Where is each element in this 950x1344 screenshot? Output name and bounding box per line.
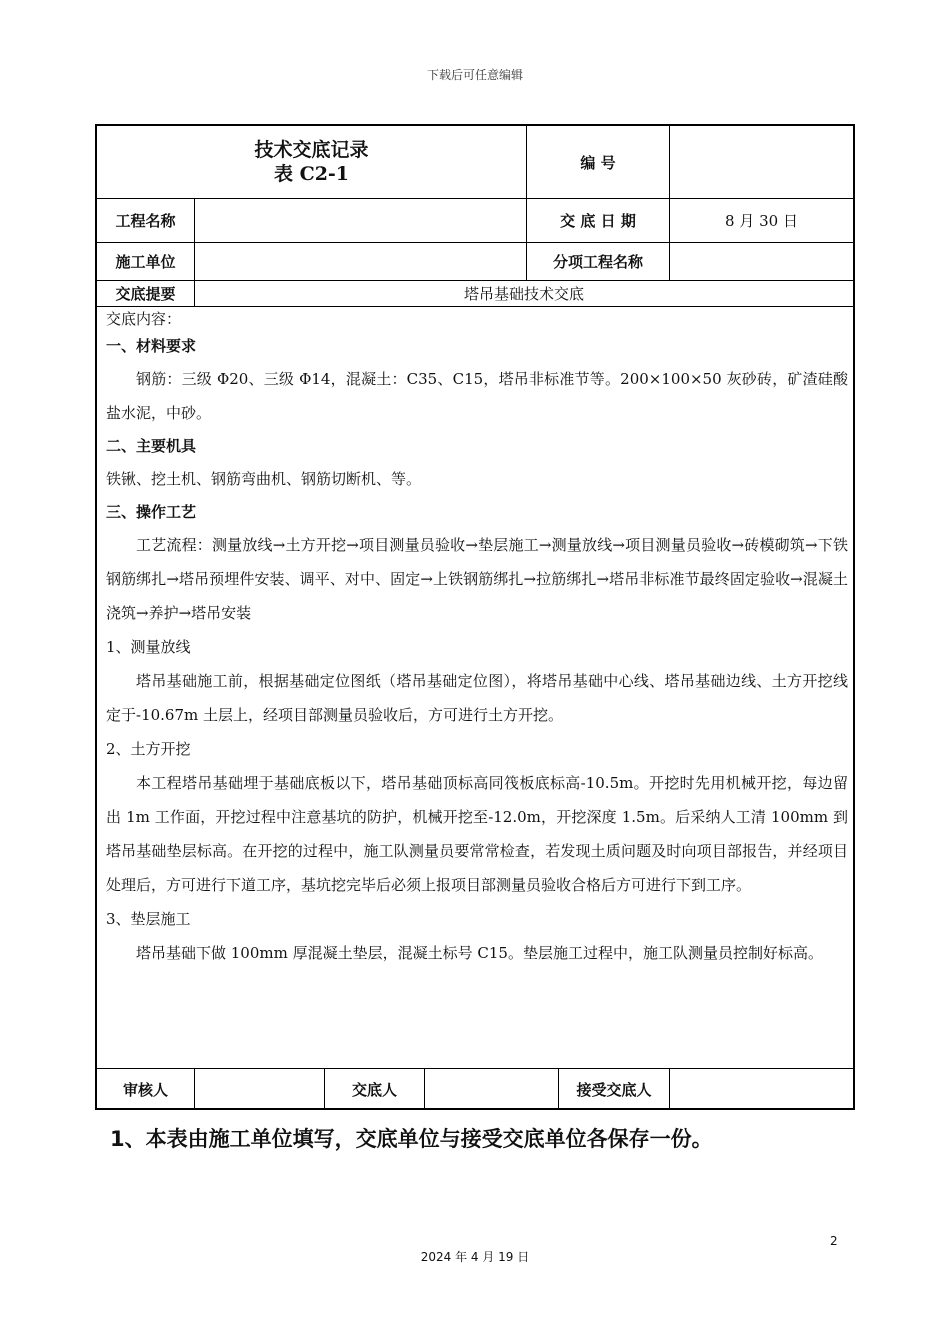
reviewer-value[interactable]: [195, 1069, 324, 1110]
summary-value[interactable]: 塔吊基础技术交底: [463, 285, 584, 303]
paragraph: 塔吊基础施工前，根据基础定位图纸（塔吊基础定位图），将塔吊基础中心线、塔吊基础边线、土方开挖线定于-10.67m 土层上，经项目部测量员验收后，方可进行土方开挖。: [106, 672, 848, 724]
receiver-value[interactable]: [670, 1069, 853, 1110]
step-title: 3、垫层施工: [106, 910, 191, 928]
form-title-line1: 技术交底记录: [254, 139, 369, 161]
footnote: 1、本表由施工单位填写，交底单位与接受交底单位各保存一份。: [110, 1127, 713, 1151]
row-divider: [97, 306, 853, 307]
receiver-label: 接受交底人: [576, 1081, 652, 1099]
subproject-value[interactable]: [670, 243, 853, 280]
page-number: 2: [830, 1234, 838, 1248]
paragraph: 本工程塔吊基础埋于基础底板以下，塔吊基础顶标高同筏板底标高-10.5m。开挖时先用机械开挖，每边留出 1m 工作面，开挖过程中注意基坑的防护，机械开挖至-12.0m，开挖深度 1.5m。后采纳人工清 100mm 到塔吊基础垫层标高。在开挖的过程中，施工队测量员要常常检查，若发现土质问题及时向项目部报告，并经项目处理后，方可进行下道工序，基坑挖完毕后必须上报项目部测量员验收合格后方可进行下到工序。: [106, 774, 848, 894]
footer-date: 2024 年 4 月 19 日: [420, 1250, 530, 1264]
date-label: 交 底 日 期: [560, 212, 636, 230]
subproject-label: 分项工程名称: [552, 253, 643, 271]
section-title: 三、操作工艺: [106, 503, 197, 521]
number-label: 编 号: [580, 153, 616, 172]
reviewer-label: 审核人: [122, 1081, 168, 1099]
date-value[interactable]: 8 月 30 日: [725, 212, 798, 230]
technical-disclosure-form: [95, 124, 855, 1110]
paragraph: 工艺流程：测量放线→土方开挖→项目测量员验收→垫层施工→测量放线→项目测量员验收→砖模砌筑→下铁钢筋绑扎→塔吊预埋件安装、调平、对中、固定→上铁钢筋绑扎→拉筋绑扎→塔吊非标准节最终固定验收→混凝土浇筑→养护→塔吊安装: [106, 536, 848, 622]
header-note: 下载后可任意编辑: [426, 68, 523, 82]
form-title: [97, 126, 526, 198]
discloser-label: 交底人: [351, 1081, 397, 1099]
project-name-value[interactable]: [195, 199, 526, 242]
form-title-line2: 表 C2-1: [273, 163, 350, 185]
construction-unit-value[interactable]: [195, 243, 526, 280]
summary-label: 交底提要: [115, 285, 176, 303]
step-title: 2、土方开挖: [106, 740, 191, 758]
project-name-label: 工程名称: [115, 212, 176, 230]
number-value[interactable]: [670, 126, 853, 198]
section-title: 二、主要机具: [106, 437, 197, 455]
disclosure-content: [106, 308, 848, 970]
paragraph: 钢筋：三级 Φ20、三级 Φ14，混凝土：C35、C15，塔吊非标准节等。200×100×50 灰砂砖，矿渣硅酸盐水泥，中砂。: [106, 370, 848, 422]
construction-unit-label: 施工单位: [115, 253, 176, 271]
step-title: 1、测量放线: [106, 638, 191, 656]
content-label: 交底内容：: [106, 310, 182, 328]
discloser-value[interactable]: [425, 1069, 558, 1110]
paragraph: 塔吊基础下做 100mm 厚混凝土垫层，混凝土标号 C15。垫层施工过程中，施工队测量员控制好标高。: [136, 944, 823, 962]
section-title: 一、材料要求: [106, 337, 197, 355]
paragraph: 铁锹、挖土机、钢筋弯曲机、钢筋切断机、等。: [106, 470, 422, 488]
